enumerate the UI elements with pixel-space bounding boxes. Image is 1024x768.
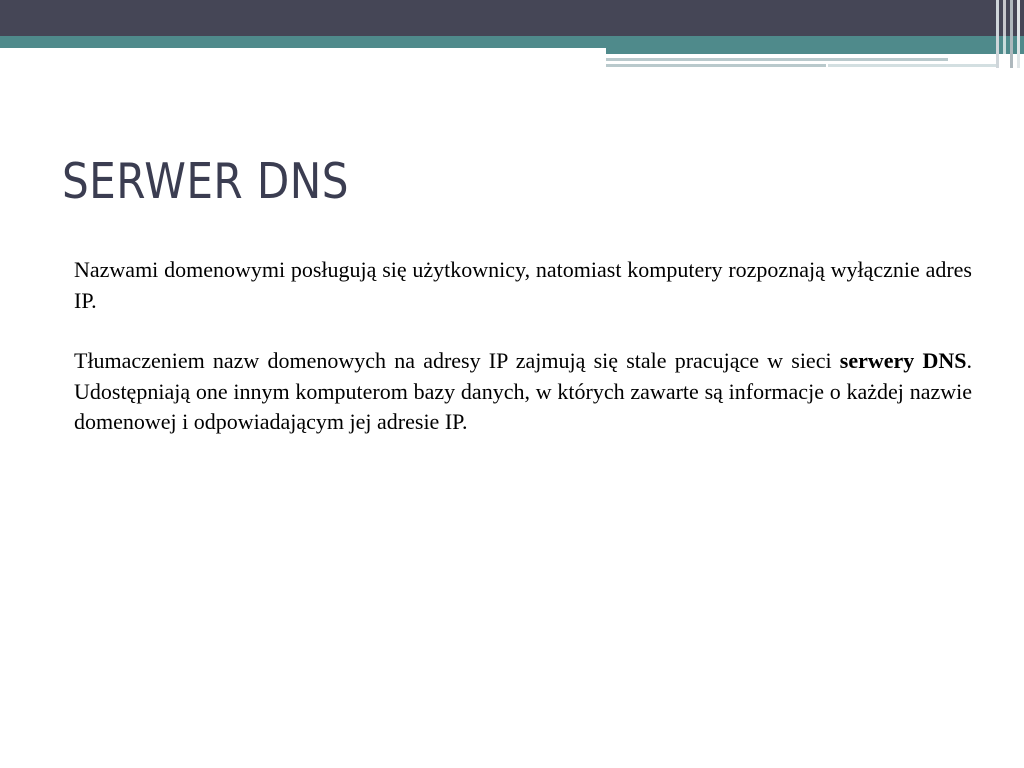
header-decorative-stripe	[1003, 0, 1006, 68]
header-band-teal-extension	[606, 48, 1024, 54]
header-decorative-stripe	[1017, 0, 1020, 68]
header-decorative-rule	[606, 58, 948, 61]
slide-body	[74, 255, 972, 438]
header-band-teal	[0, 36, 1024, 48]
header-decorative-rule	[828, 64, 998, 67]
slide-title: SERWER DNS	[62, 153, 349, 210]
header-decorative-rule	[606, 64, 826, 67]
header-decorative-stripe	[996, 0, 999, 68]
paragraph-2-text-after: . Udostępniają one innym komputerom bazy danych, w których zawarte są informacje o każdej nazwie domenowej i odpowiadającym jej adresie IP.	[74, 348, 972, 434]
paragraph-2-bold-term: serwery DNS	[839, 348, 967, 373]
body-paragraph-1: Nazwami domenowymi posługują się użytkownicy, natomiast komputery rozpoznają wyłącznie adres IP.	[74, 257, 972, 313]
body-paragraph-2	[74, 346, 972, 438]
header-band-dark	[0, 0, 1024, 36]
header-decorative-stripe	[1010, 0, 1013, 68]
paragraph-2-text-before: Tłumaczeniem nazw domenowych na adresy IP zajmują się stale pracujące w sieci	[74, 348, 840, 373]
